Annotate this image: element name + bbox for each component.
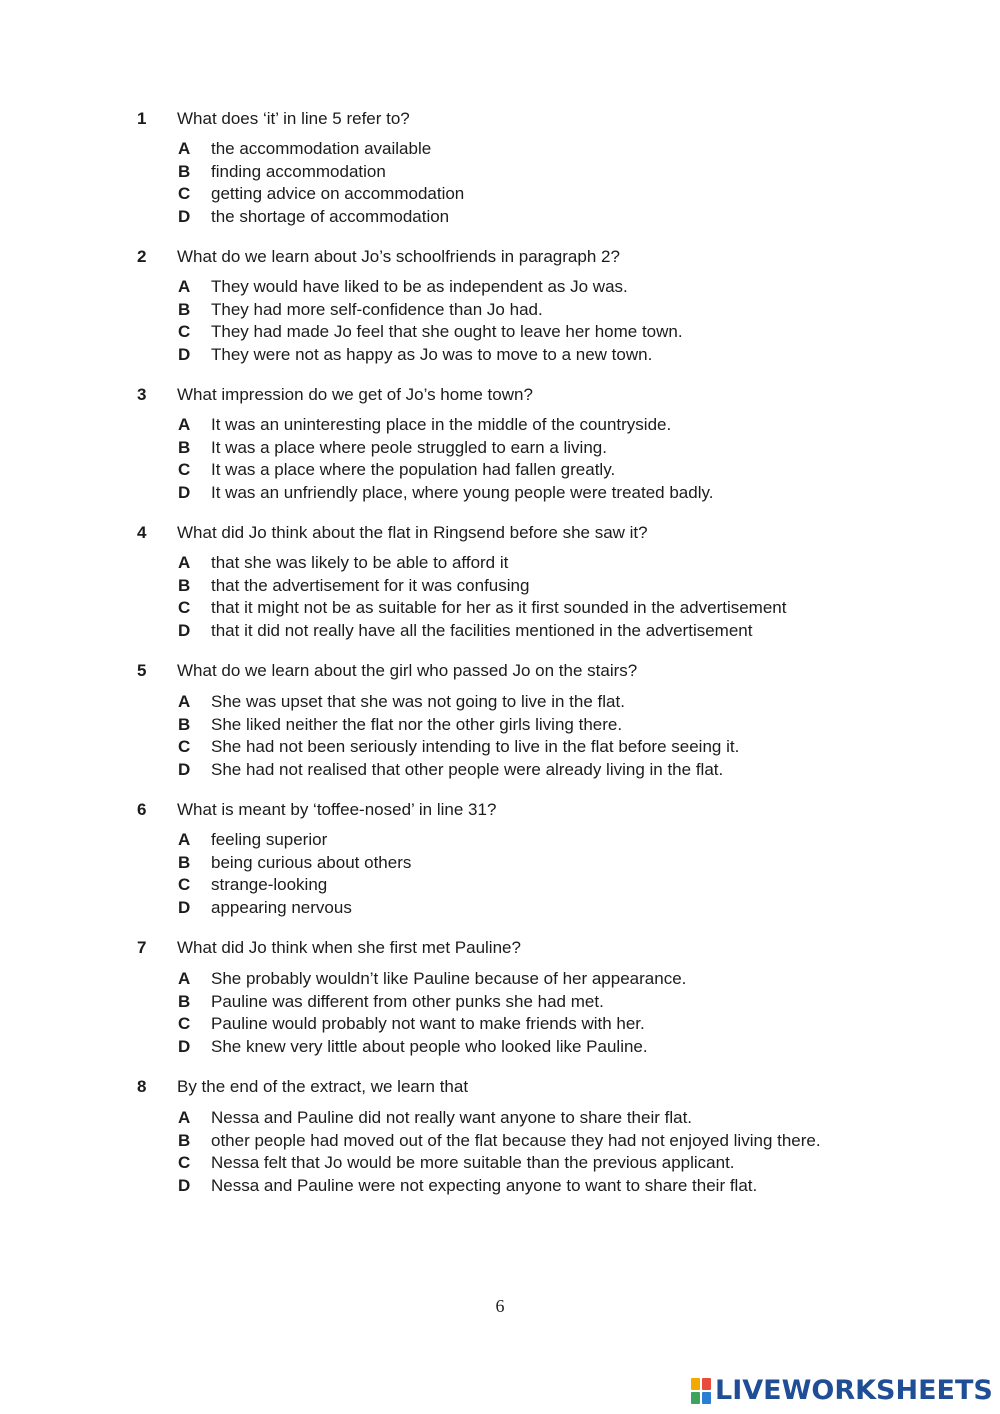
option-b[interactable] bbox=[0, 852, 1000, 874]
question-text: What do we learn about the girl who passed Jo on the stairs? bbox=[177, 661, 638, 680]
option-text: It was a place where the population had fallen greatly. bbox=[211, 460, 616, 479]
option-b[interactable] bbox=[0, 991, 1000, 1013]
option-c[interactable] bbox=[0, 597, 1000, 619]
option-c[interactable] bbox=[0, 1152, 1000, 1174]
question-text: By the end of the extract, we learn that bbox=[177, 1077, 469, 1096]
option-letter: D bbox=[178, 206, 191, 226]
option-text: feeling superior bbox=[211, 830, 328, 849]
question-number: 5 bbox=[137, 661, 147, 680]
option-letter: B bbox=[178, 991, 191, 1011]
option-letter: A bbox=[178, 139, 191, 158]
option-letter: C bbox=[178, 460, 191, 479]
option-text: the shortage of accommodation bbox=[211, 206, 450, 226]
option-b[interactable] bbox=[0, 437, 1000, 459]
option-b[interactable] bbox=[0, 714, 1000, 736]
option-d[interactable] bbox=[0, 482, 1000, 504]
question-text: What did Jo think when she first met Pauline? bbox=[177, 938, 521, 957]
option-a[interactable] bbox=[0, 829, 1000, 851]
option-text: It was an uninteresting place in the middle of the countryside. bbox=[211, 415, 672, 434]
option-text: finding accommodation bbox=[211, 161, 386, 181]
option-c[interactable] bbox=[0, 1013, 1000, 1035]
option-letter: A bbox=[178, 415, 191, 434]
option-letter: C bbox=[178, 737, 191, 756]
option-b[interactable] bbox=[0, 299, 1000, 321]
question-number: 8 bbox=[137, 1077, 147, 1096]
option-a[interactable] bbox=[0, 414, 1000, 436]
option-letter: A bbox=[178, 830, 191, 849]
option-letter: B bbox=[178, 299, 191, 319]
option-letter: D bbox=[178, 1175, 191, 1195]
option-letter: A bbox=[178, 1108, 191, 1127]
option-text: They would have liked to be as independent as Jo was. bbox=[211, 277, 628, 296]
option-text: Pauline was different from other punks she had met. bbox=[211, 991, 604, 1011]
option-text: being curious about others bbox=[211, 852, 412, 872]
option-d[interactable] bbox=[0, 206, 1000, 228]
question-text: What does ‘it’ in line 5 refer to? bbox=[177, 109, 410, 128]
option-text: the accommodation available bbox=[211, 139, 432, 158]
option-text: She liked neither the flat nor the other girls living there. bbox=[211, 714, 623, 734]
brand-text: LIVEWORKSHEETS bbox=[715, 1375, 993, 1406]
option-text: They had made Jo feel that she ought to leave her home town. bbox=[211, 322, 683, 341]
option-letter: B bbox=[178, 1130, 191, 1150]
option-d[interactable] bbox=[0, 344, 1000, 366]
option-text: Nessa and Pauline did not really want anyone to share their flat. bbox=[211, 1108, 693, 1127]
option-letter: A bbox=[178, 969, 191, 988]
question-number: 4 bbox=[137, 523, 147, 542]
option-text: that the advertisement for it was confusing bbox=[211, 575, 530, 595]
question-number: 6 bbox=[137, 800, 147, 819]
option-text: She had not realised that other people were already living in the flat. bbox=[211, 759, 724, 779]
option-letter: C bbox=[178, 322, 191, 341]
option-text: that she was likely to be able to afford it bbox=[211, 553, 509, 572]
option-text: strange-looking bbox=[211, 875, 328, 894]
question-number: 2 bbox=[137, 247, 147, 266]
option-letter: B bbox=[178, 852, 191, 872]
option-text: They were not as happy as Jo was to move to a new town. bbox=[211, 344, 653, 364]
option-d[interactable] bbox=[0, 620, 1000, 642]
option-text: Nessa and Pauline were not expecting anyone to want to share their flat. bbox=[211, 1175, 758, 1195]
option-letter: A bbox=[178, 277, 191, 296]
option-letter: C bbox=[178, 1153, 191, 1172]
option-text: She knew very little about people who looked like Pauline. bbox=[211, 1036, 648, 1056]
question-text: What do we learn about Jo’s schoolfriends in paragraph 2? bbox=[177, 247, 620, 266]
option-a[interactable] bbox=[0, 276, 1000, 298]
option-letter: D bbox=[178, 482, 191, 502]
option-letter: B bbox=[178, 437, 191, 457]
option-letter: B bbox=[178, 161, 191, 181]
option-b[interactable] bbox=[0, 575, 1000, 597]
liveworksheets-logo-icon bbox=[691, 1378, 711, 1404]
option-text: They had more self-confidence than Jo had. bbox=[211, 299, 543, 319]
option-a[interactable] bbox=[0, 691, 1000, 713]
page-number: 6 bbox=[495, 1296, 505, 1316]
option-a[interactable] bbox=[0, 1107, 1000, 1129]
liveworksheets-brand[interactable] bbox=[691, 1374, 993, 1408]
option-b[interactable] bbox=[0, 161, 1000, 183]
option-letter: D bbox=[178, 897, 191, 917]
option-letter: D bbox=[178, 1036, 191, 1056]
option-letter: D bbox=[178, 620, 191, 640]
option-letter: D bbox=[178, 759, 191, 779]
option-text: She probably wouldn’t like Pauline because of her appearance. bbox=[211, 969, 687, 988]
option-text: Nessa felt that Jo would be more suitable than the previous applicant. bbox=[211, 1153, 735, 1172]
option-text: Pauline would probably not want to make friends with her. bbox=[211, 1014, 645, 1033]
option-text: appearing nervous bbox=[211, 897, 352, 917]
option-d[interactable] bbox=[0, 1036, 1000, 1058]
option-d[interactable] bbox=[0, 1175, 1000, 1197]
question-number: 7 bbox=[137, 938, 147, 957]
option-letter: C bbox=[178, 598, 191, 617]
option-text: other people had moved out of the flat because they had not enjoyed living there. bbox=[211, 1130, 821, 1150]
option-text: that it might not be as suitable for her as it first sounded in the advertisement bbox=[211, 598, 787, 617]
option-letter: D bbox=[178, 344, 191, 364]
option-c[interactable] bbox=[0, 321, 1000, 343]
option-c[interactable] bbox=[0, 736, 1000, 758]
question-number: 3 bbox=[137, 385, 147, 404]
option-letter: A bbox=[178, 692, 191, 711]
option-b[interactable] bbox=[0, 1130, 1000, 1152]
option-letter: B bbox=[178, 575, 191, 595]
option-letter: C bbox=[178, 875, 191, 894]
option-a[interactable] bbox=[0, 968, 1000, 990]
option-letter: B bbox=[178, 714, 191, 734]
question-text: What impression do we get of Jo’s home town? bbox=[177, 385, 533, 404]
question-text: What did Jo think about the flat in Ringsend before she saw it? bbox=[177, 523, 648, 542]
option-letter: C bbox=[178, 184, 191, 203]
option-letter: A bbox=[178, 553, 191, 572]
option-text: that it did not really have all the facilities mentioned in the advertisement bbox=[211, 620, 753, 640]
option-d[interactable] bbox=[0, 897, 1000, 919]
option-text: getting advice on accommodation bbox=[211, 184, 465, 203]
option-c[interactable] bbox=[0, 459, 1000, 481]
question-number: 1 bbox=[137, 109, 147, 128]
option-d[interactable] bbox=[0, 759, 1000, 781]
option-c[interactable] bbox=[0, 183, 1000, 205]
option-text: It was a place where peole struggled to earn a living. bbox=[211, 437, 607, 457]
option-letter: C bbox=[178, 1014, 191, 1033]
option-a[interactable] bbox=[0, 138, 1000, 160]
option-text: She had not been seriously intending to live in the flat before seeing it. bbox=[211, 737, 740, 756]
option-text: She was upset that she was not going to live in the flat. bbox=[211, 692, 625, 711]
option-c[interactable] bbox=[0, 874, 1000, 896]
question-text: What is meant by ‘toffee-nosed’ in line 31? bbox=[177, 800, 497, 819]
option-text: It was an unfriendly place, where young people were treated badly. bbox=[211, 482, 714, 502]
option-a[interactable] bbox=[0, 552, 1000, 574]
